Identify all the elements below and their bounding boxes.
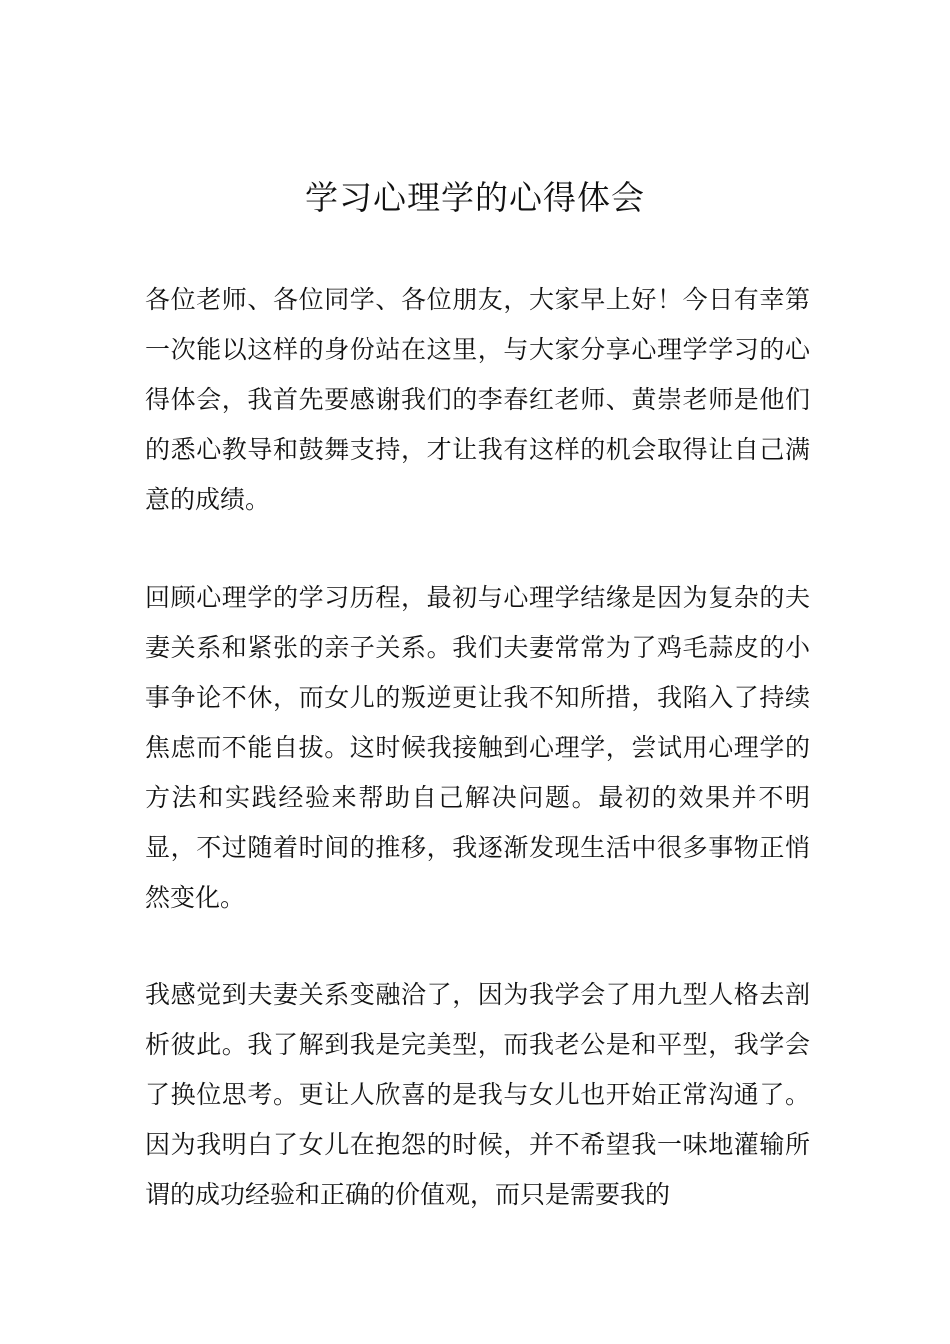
paragraph-review: 回顾心理学的学习历程，最初与心理学结缘是因为复杂的夫妻关系和紧张的亲子关系。我们夫妻常常为了鸡毛蒜皮的小事争论不休，而女儿的叛逆更让我不知所措，我陷入了持续焦虑而不能自拔。这时候我接触到心理学，尝试用心理学的方法和实践经验来帮助自己解决问题。最初的效果并不明显，不过随着时间的推移，我逐渐发现生活中很多事物正悄然变化。 [145,583,810,912]
document-title: 学习心理学的心得体会 [305,178,645,217]
paragraph-greeting: 各位老师、各位同学、各位朋友，大家早上好！今日有幸第一次能以这样的身份站在这里，与大家分享心理学学习的心得体会，我首先要感谢我们的李春红老师、黄崇老师是他们的悉心教导和鼓舞支持，才让我有这样的机会取得让自己满意的成绩。 [145,285,810,514]
paragraph-relationship: 我感觉到夫妻关系变融洽了，因为我学会了用九型人格去剖析彼此。我了解到我是完美型，而我老公是和平型，我学会了换位思考。更让人欣喜的是我与女儿也开始正常沟通了。因为我明白了女儿在抱怨的时候，并不希望我一味地灌输所谓的成功经验和正确的价值观，而只是需要我的 [145,980,810,1209]
